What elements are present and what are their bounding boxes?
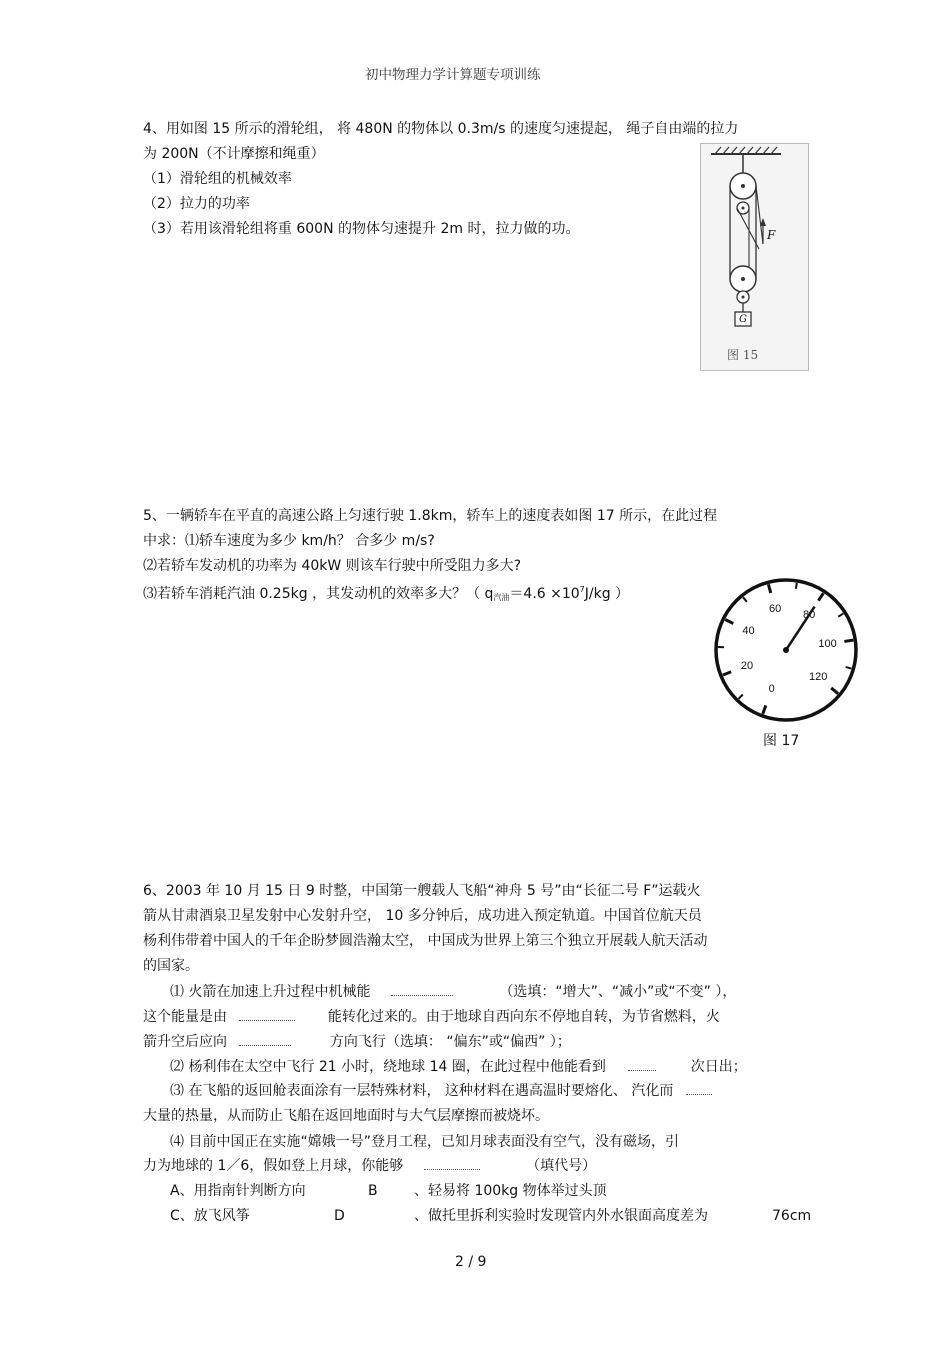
q6-p1-f: 方向飞行（选填： “偏东”或“偏西” ）； bbox=[329, 1034, 571, 1050]
q5-line1: 5、一辆轿车在平直的高速公路上匀速行驶 1.8km，轿车上的速度表如图 17 所示，在此过程 bbox=[143, 508, 718, 524]
gauge-label-80: 80 bbox=[802, 608, 816, 621]
q6-p3-a: ⑶ 在飞船的返回舱表面涂有一层特殊材料， 这种材料在遇高温时要熔化、 汽化而 bbox=[170, 1083, 674, 1099]
q6-part3-line1 bbox=[170, 1082, 712, 1100]
q6-p1-c: 这个能量是由 bbox=[143, 1009, 227, 1025]
q6-part4-line1: ⑷ 目前中国正在实施“嫦娥一号”登月工程，已知月球表面没有空气，没有磁场，引 bbox=[170, 1134, 679, 1150]
gauge-tick-100 bbox=[844, 640, 853, 641]
gauge-label-100: 100 bbox=[818, 637, 837, 650]
answer-blank-4[interactable] bbox=[628, 1060, 656, 1071]
answer-blank-1[interactable] bbox=[391, 985, 453, 996]
q6-line2: 箭从甘肃酒泉卫星发射中心发射升空， 10 多分钟后，成功进入预定轨道。中国首位航天员 bbox=[143, 908, 702, 924]
answer-blank-2[interactable] bbox=[239, 1010, 295, 1021]
q6-part1-line3 bbox=[143, 1033, 571, 1051]
q6-part1-line2 bbox=[143, 1008, 720, 1026]
gauge-label-60: 60 bbox=[769, 603, 782, 616]
weight-label: G bbox=[739, 314, 747, 325]
q5-line4-c: J/kg ） bbox=[584, 586, 630, 602]
q6-part3-line2: 大量的热量，从而防止飞船在返回地面时与大气层摩擦而被烧坏。 bbox=[143, 1108, 549, 1124]
page-header: 初中物理力学计算题专项训练 bbox=[365, 67, 541, 83]
answer-blank-6[interactable] bbox=[424, 1159, 480, 1170]
figure-17-caption: 图 17 bbox=[763, 733, 800, 749]
q4-item3: （3）若用该滑轮组将重 600N 的物体匀速提升 2m 时，拉力做的功。 bbox=[143, 221, 580, 237]
q5-line4-sub: 汽油 bbox=[493, 593, 510, 602]
q5-line3: ⑵若轿车发动机的功率为 40kW 则该车行驶中所受阻力多大? bbox=[143, 558, 522, 574]
q4-line2: 为 200N（不计摩擦和绳重） bbox=[143, 146, 325, 162]
option-b: 、轻易将 100kg 物体举过头顶 bbox=[414, 1183, 607, 1199]
figure-17-speedometer bbox=[712, 576, 860, 724]
q4-item2: （2）拉力的功率 bbox=[143, 196, 250, 212]
q6-line3: 杨利伟带着中国人的千年企盼梦圆浩瀚太空， 中国成为世界上第三个独立开展载人航天活动 bbox=[143, 933, 708, 949]
q5-line4-b: ＝4.6 ×10 bbox=[509, 586, 580, 602]
q5-line4 bbox=[143, 581, 629, 607]
option-d-label: D bbox=[334, 1208, 345, 1224]
option-c: C、放飞风筝 bbox=[170, 1208, 250, 1224]
gauge-label-40: 40 bbox=[742, 625, 755, 638]
q5-line2: 中求：⑴轿车速度为多少 km/h？ 合多少 m/s? bbox=[143, 533, 435, 549]
option-b-label: B bbox=[368, 1183, 378, 1199]
q6-line1: 6、2003 年 10 月 15 日 9 时整，中国第一艘载人飞船“神舟 5 号”由“长征二号 F”运载火 bbox=[143, 883, 701, 899]
option-d: 、做托里拆利实验时发现管内外水银面高度差为 bbox=[414, 1208, 708, 1224]
page-number: 2 / 9 bbox=[455, 1254, 487, 1270]
answer-blank-3[interactable] bbox=[239, 1035, 291, 1046]
gauge-label-120: 120 bbox=[808, 670, 828, 683]
gauge-label-0: 0 bbox=[768, 683, 775, 696]
q5-line4-sup: 7 bbox=[579, 585, 585, 594]
q6-p4-b: 力为地球的 1／6，假如登上月球，你能够 bbox=[143, 1158, 404, 1174]
speedometer-gauge bbox=[712, 576, 860, 724]
option-a: A、用指南针判断方向 bbox=[170, 1183, 306, 1199]
q6-p1-d: 能转化过来的。由于地球自西向东不停地自转，为节省燃料，火 bbox=[327, 1009, 720, 1025]
q6-p1-b: （选填：“增大”、“减小”或“不变” ）， bbox=[499, 984, 737, 1000]
gauge-label-20: 20 bbox=[740, 659, 754, 672]
answer-blank-5[interactable] bbox=[686, 1084, 712, 1095]
gauge-minor-tick bbox=[796, 583, 797, 589]
q6-p2-b: 次日出； bbox=[690, 1059, 747, 1075]
q4-line1: 4、用如图 15 所示的滑轮组， 将 480N 的物体以 0.3m/s 的速度匀速提起， 绳子自由端的拉力 bbox=[143, 121, 739, 137]
pulley-diagram bbox=[701, 144, 808, 370]
q6-p4-c: （填代号） bbox=[526, 1158, 597, 1174]
q5-line4-a: ⑶若轿车消耗汽油 0.25kg ，其发动机的效率多大？（ q bbox=[143, 586, 494, 602]
q6-p1-e: 箭升空后应向 bbox=[143, 1034, 227, 1050]
q6-part1-line1 bbox=[170, 983, 736, 1001]
q6-line4: 的国家。 bbox=[143, 958, 199, 974]
q6-p2-a: ⑵ 杨利伟在太空中飞行 21 小时，绕地球 14 圈，在此过程中他能看到 bbox=[170, 1059, 606, 1075]
force-label: F bbox=[767, 228, 776, 242]
q6-p1-a: ⑴ 火箭在加速上升过程中机械能 bbox=[170, 984, 371, 1000]
q4-item1: （1）滑轮组的机械效率 bbox=[143, 171, 292, 187]
q6-part2 bbox=[170, 1058, 747, 1076]
figure-15-pulley bbox=[700, 143, 809, 371]
option-d-value: 76cm bbox=[772, 1208, 812, 1224]
q6-part4-line2 bbox=[143, 1157, 596, 1175]
figure-15-caption: 图 15 bbox=[727, 348, 759, 362]
